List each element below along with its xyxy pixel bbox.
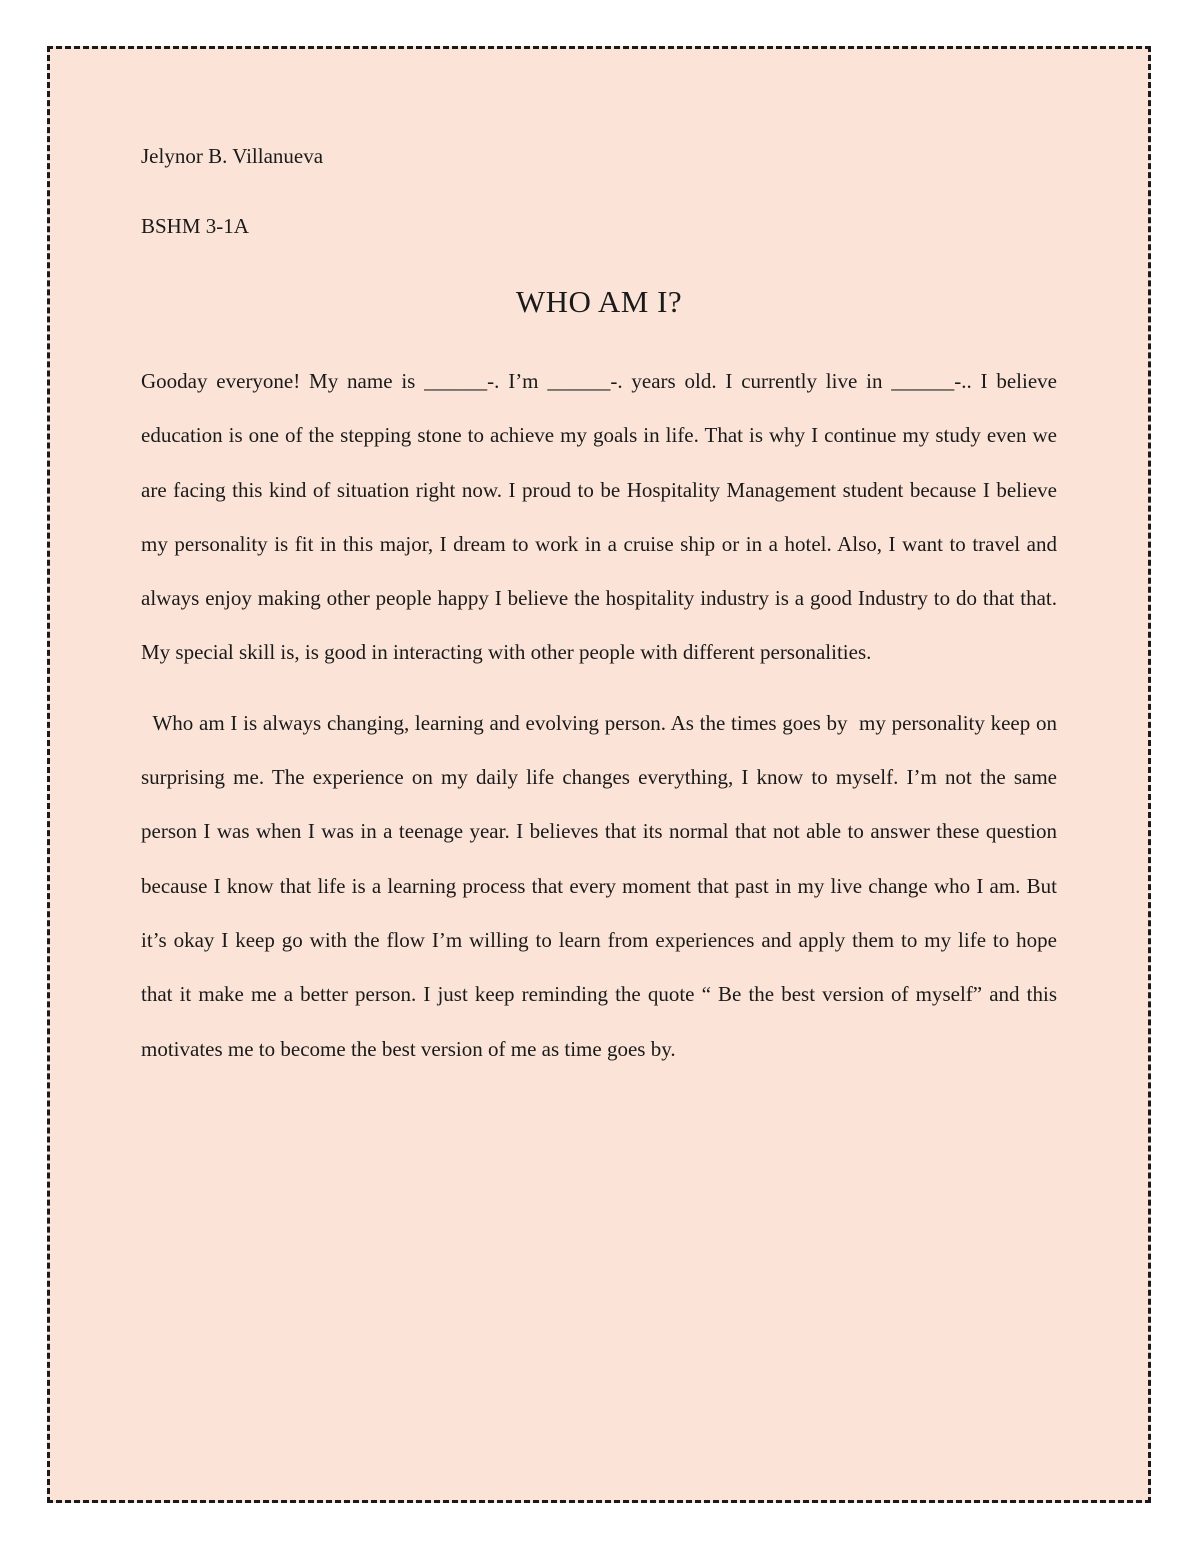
essay-title: WHO AM I? (515, 284, 683, 319)
class-section: BSHM 3-1A (141, 214, 249, 238)
paragraph-reflection: Who am I is always changing, learning and evolving person. As the times goes by my personality keep on surprising me. The experience on my daily life changes everything, I know to myself. I’m not the same person I was when I was in a teenage year. I believes that its normal that not able to answer these question because I know that life is a learning process that every moment that past in my live change who I am. But it’s okay I keep go with the flow I’m willing to learn from experiences and apply them to my life to hope that it make me a better person. I just keep reminding the quote “ Be the best version of myself” and this motivates me to become the best version of me as time goes by. (141, 710, 1057, 1061)
document-body (141, 142, 1057, 1076)
author-name: Jelynor B. Villanueva (141, 144, 324, 168)
paragraph-intro: Gooday everyone! My name is ______-. I’m ______-. years old. I currently live in ______-.. I believe education is one of the stepping stone to achieve my goals in life. That is why I continue my study even we are facing this kind of situation right now. I proud to be Hospitality Management student because I believe my personality is fit in this major, I dream to work in a cruise ship or in a hotel. Also, I want to travel and always enjoy making other people happy I believe the hospitality industry is a good Industry to do that that. My special skill is, is good in interacting with other people with different personalities. (141, 369, 1057, 665)
